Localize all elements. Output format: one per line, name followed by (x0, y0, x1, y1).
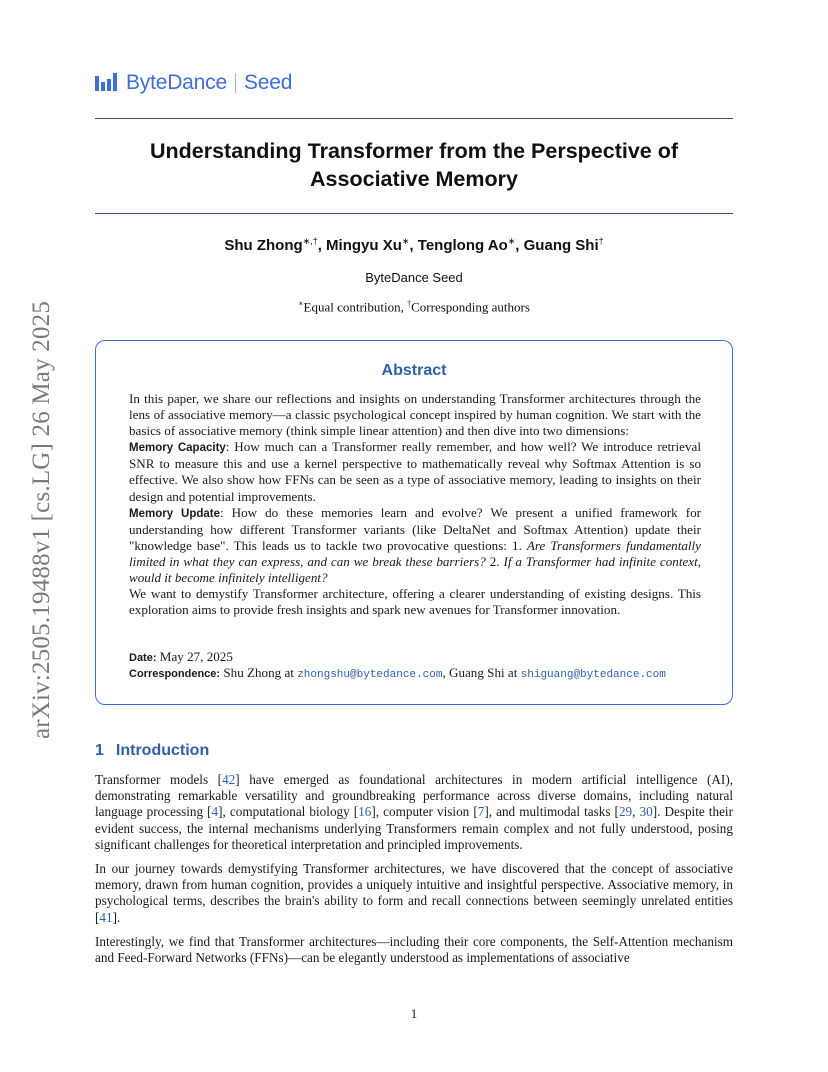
abstract-memory-update (129, 505, 701, 586)
text-run: Transformer models [ (95, 772, 223, 787)
logo-product-text: Seed (243, 71, 293, 94)
citation-link[interactable]: 30 (639, 804, 653, 820)
text-run: In our journey towards demystifying Transformer architectures, we have discovered that the concept of associative memory, drawn from human cognition, provides a uniquely intuitive and insightful perspective. Associative memory, in psychological terms, describes the brain's ability to form and recall connections between seemingly unrelated entities [ (95, 861, 733, 925)
author-separator: , (515, 237, 524, 254)
text-run: ], and multimodal tasks [ (484, 804, 619, 820)
author-separator: , (409, 237, 418, 254)
memory-capacity-text: : How much can a Transformer really remember, and how well? We introduce retrieval SNR to measure this and use a kernel perspective to mathematically reveal why Softmax Attention is so effective. We also show how FFNs can be seen as a type of associative memory, leading to insights on their design and potential improvements. (129, 439, 701, 504)
section-heading-introduction (95, 742, 209, 760)
equal-text: Equal contribution, (303, 299, 408, 315)
arxiv-identifier-stamp: arXiv:2505.19488v1 [cs.LG] 26 May 2025 (28, 300, 55, 740)
correspondence-mid: , Guang Shi at (442, 665, 521, 680)
date-label: Date: (129, 652, 157, 664)
corresponding-text: Corresponding authors (411, 299, 530, 315)
header-rule-bottom (95, 213, 733, 214)
correspondence-line (129, 664, 701, 684)
abstract-intro: In this paper, we share our reflections and insights on understanding Transformer architectures through the lens of associative memory—a classic psychological concept inspired by human cognition. We start with the basics of associative memory (think simple linear attention) and then dive into two dimensions: (129, 391, 701, 439)
email-link-zhongshu[interactable]: zhongshu@bytedance.com (297, 669, 443, 681)
corresponding-mark: † (407, 299, 412, 308)
logo-brand-text: ByteDance (126, 71, 227, 94)
citation-link[interactable]: 41 (99, 909, 113, 925)
citation-link[interactable]: 29 (618, 804, 633, 820)
author-list (95, 236, 733, 254)
email-link-shiguang[interactable]: shiguang@bytedance.com (520, 669, 666, 681)
question-separator: 2. (485, 553, 504, 569)
section-number: 1 (95, 742, 104, 759)
memory-capacity-label: Memory Capacity (129, 442, 226, 455)
correspondence-label: Correspondence: (129, 668, 221, 680)
correspondence-name-1: Shu Zhong at (223, 665, 298, 680)
author-marks: † (598, 236, 604, 246)
logo-divider (235, 73, 236, 93)
abstract-body (129, 391, 701, 618)
paper-title (95, 137, 733, 193)
author-marks: ∗ (401, 236, 410, 246)
author-marks: ∗ (507, 236, 516, 246)
citation-link[interactable]: 4 (211, 804, 219, 820)
text-run: ] have emerged as foundational architectures in modern artificial intelligence (AI), demonstrating remarkable versatility and groundbreaking performance across diverse domains, including natural language processing [ (95, 772, 734, 820)
intro-paragraph-2 (95, 861, 733, 926)
affiliation: ByteDance Seed (365, 270, 463, 285)
author-name: Tenglong Ao (417, 237, 508, 254)
citation-link[interactable]: 7 (477, 804, 485, 820)
text-run: , (632, 804, 640, 820)
section-title: Introduction (115, 742, 210, 759)
text-run: ], computer vision [ (371, 804, 478, 820)
intro-paragraph-3: Interestingly, we find that Transformer architectures—including their core components, the Self-Attention mechanism and Feed-Forward Networks (FFNs)—can be elegantly understood as implementations of associative (95, 933, 733, 966)
abstract-heading: Abstract (381, 362, 447, 379)
equal-mark: ∗ (298, 299, 304, 308)
author-name: Shu Zhong (224, 237, 303, 254)
citation-link[interactable]: 42 (222, 772, 236, 787)
author-marks: ∗,† (302, 236, 318, 246)
text-run: ], computational biology [ (218, 804, 359, 820)
author-name: Guang Shi (523, 237, 599, 254)
author-separator: , (317, 237, 327, 254)
text-run: ]. Despite their evident success, the internal mechanisms underlying Transformers remain complex and not fully understood, posing significant challenges for theoretical interpretation and principled improvements. (95, 804, 733, 852)
bytedance-seed-logo (95, 70, 292, 96)
memory-update-text: : How do these memories learn and evolve? We present a unified framework for understanding how different Transformer variants (like DeltaNet and Softmax Attention) update their "knowledge base". This leads us to tackle two provocative questions: 1. (129, 504, 701, 553)
introduction-body (95, 772, 733, 974)
page-number: 1 (410, 1006, 418, 1021)
paper-title-line-1: Understanding Transformer from the Perspective of (149, 139, 679, 163)
memory-update-label: Memory Update (129, 507, 221, 520)
bytedance-bars-logo-icon (95, 73, 119, 93)
text-run: ]. (112, 909, 121, 925)
abstract-closing: We want to demystify Transformer architecture, offering a clearer understanding of existing designs. This exploration aims to provide fresh insights and spark new avenues for Transformer innovation. (129, 586, 701, 618)
contribution-note (95, 299, 733, 315)
author-name: Mingyu Xu (326, 237, 402, 254)
header-rule-top (95, 118, 733, 119)
abstract-memory-capacity (129, 439, 701, 504)
date-value: May 27, 2025 (159, 649, 233, 664)
citation-link[interactable]: 16 (358, 804, 372, 820)
question-one: Are Transformers fundamentally limited in what they can express, and can we break these barriers? (129, 537, 701, 569)
intro-paragraph-1 (95, 772, 733, 853)
question-two: If a Transformer had infinite context, would it become infinitely intelligent? (129, 553, 701, 586)
paper-title-line-2: Associative Memory (310, 167, 518, 191)
